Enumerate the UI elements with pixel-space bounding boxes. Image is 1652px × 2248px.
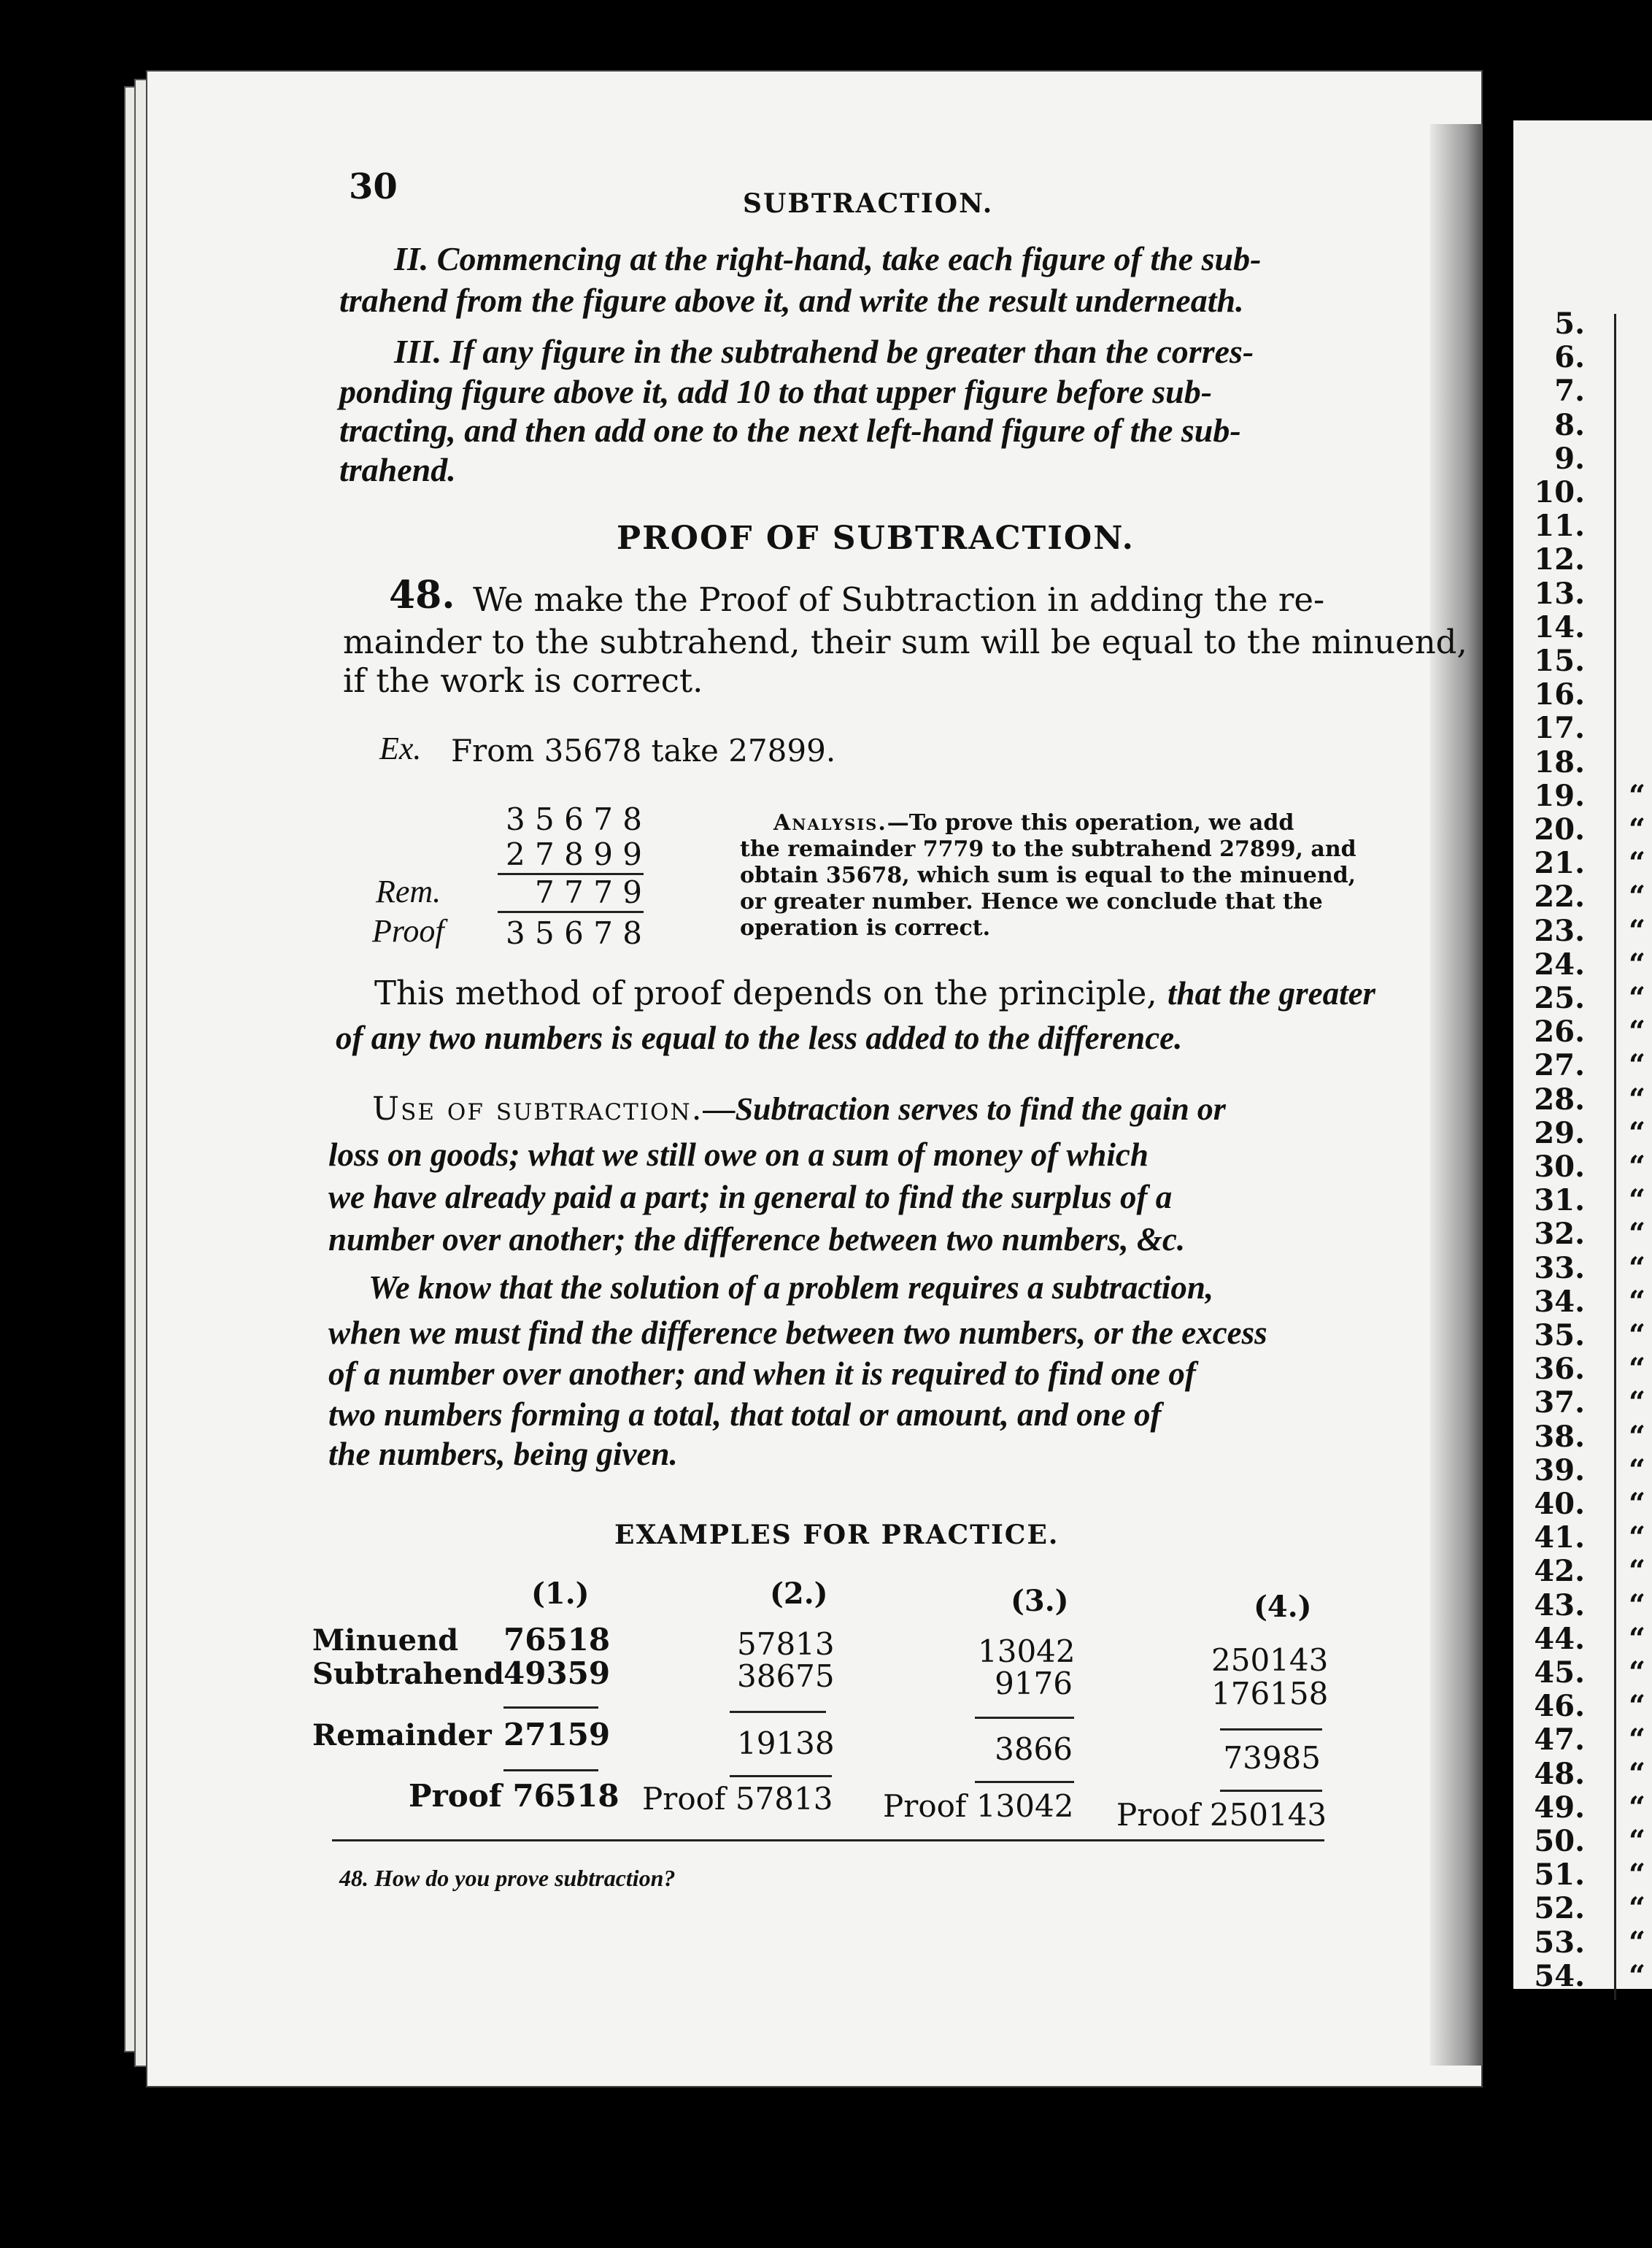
example-rule-2 (498, 911, 644, 913)
question-number: 27. (1534, 1048, 1585, 1083)
col3-proof-value: 13042 (976, 1788, 1074, 1824)
col4-subtrahend: 176158 (1211, 1676, 1329, 1712)
analysis-label: Analysis. (773, 810, 887, 836)
column-label-1: (1.) (531, 1577, 590, 1611)
ditto-mark: “ (1629, 913, 1646, 948)
use-line-3: we have already paid a part; in general to find the surplus of a (328, 1179, 1173, 1215)
example-label: Ex. (379, 731, 422, 766)
question-number: 15. (1534, 644, 1585, 678)
question-number: 33. (1534, 1250, 1585, 1285)
question-number: 49. (1534, 1790, 1585, 1825)
question-number: 31. (1534, 1183, 1585, 1218)
question-number: 26. (1534, 1015, 1585, 1050)
solution-line-3: of a number over another; and when it is required to find one of (328, 1355, 1196, 1392)
principle-line-1-b: that the greater (1167, 975, 1376, 1012)
col2-rule-2 (730, 1775, 832, 1777)
col4-rule-2 (1220, 1790, 1322, 1792)
col4-remainder: 73985 (1223, 1740, 1321, 1776)
page-number: 30 (349, 166, 398, 207)
question-number: 13. (1534, 576, 1585, 611)
ditto-mark: “ (1629, 1655, 1646, 1690)
question-number: 14. (1534, 609, 1585, 644)
question-number: 11. (1534, 509, 1585, 544)
col3-rule-2 (975, 1781, 1074, 1783)
question-number: 24. (1534, 947, 1585, 982)
question-number: 29. (1534, 1115, 1585, 1150)
facing-page-rule (1614, 314, 1616, 2000)
ditto-mark: “ (1629, 981, 1646, 1015)
question-number: 36. (1534, 1352, 1585, 1387)
col2-proof-label: Proof (642, 1781, 726, 1817)
question-number: 32. (1534, 1217, 1585, 1252)
footnote: 48. How do you prove subtraction? (339, 1865, 676, 1891)
ditto-mark: “ (1629, 1082, 1646, 1117)
col3-minuend: 13042 (978, 1633, 1076, 1669)
col1-proof-value: 76518 (512, 1778, 620, 1814)
analysis-line-3: obtain 35678, which sum is equal to the minuend, (740, 863, 1356, 888)
page-spine-shadow (1430, 124, 1483, 2066)
ditto-mark: “ (1629, 1925, 1646, 1960)
col4-proof-value: 250143 (1209, 1797, 1327, 1833)
col1-remainder: 27159 (503, 1717, 611, 1752)
col3-subtrahend: 9176 (995, 1666, 1073, 1701)
example-remainder: 7 7 7 9 (535, 874, 642, 910)
ditto-mark: “ (1629, 1554, 1646, 1589)
col1-rule-1 (503, 1706, 598, 1709)
ditto-mark: “ (1629, 1756, 1646, 1791)
rule-3-line-3: tracting, and then add one to the next left-hand figure of the sub- (339, 412, 1241, 449)
question-number: 37. (1534, 1385, 1585, 1420)
col2-proof (642, 1781, 832, 1817)
ditto-mark: “ (1629, 1487, 1646, 1521)
question-number: 25. (1534, 981, 1585, 1015)
ditto-mark: “ (1629, 879, 1646, 915)
principle-line-1 (374, 974, 1375, 1012)
question-number: 43. (1534, 1587, 1585, 1623)
ditto-mark: “ (1629, 1352, 1646, 1387)
proof-heading: PROOF OF SUBTRACTION. (617, 520, 1135, 557)
question-number: 10. (1534, 475, 1585, 509)
col4-rule-1 (1220, 1728, 1322, 1731)
ditto-mark: “ (1629, 1217, 1646, 1252)
question-number: 42. (1534, 1554, 1585, 1589)
ditto-mark: “ (1629, 1520, 1646, 1555)
ditto-mark: “ (1629, 1587, 1646, 1623)
article-line-3: if the work is correct. (343, 661, 703, 700)
question-number: 8. (1554, 407, 1585, 442)
example-subtrahend: 2 7 8 9 9 (505, 836, 642, 872)
question-number: 21. (1534, 846, 1585, 881)
col3-proof-label: Proof (883, 1788, 967, 1824)
col2-subtrahend: 38675 (737, 1658, 835, 1694)
article-line-1: We make the Proof of Subtraction in adding the re- (473, 580, 1325, 619)
ditto-mark: “ (1629, 1824, 1646, 1858)
solution-line-1: We know that the solution of a problem requires a subtraction, (368, 1269, 1214, 1306)
rule-2-line-2: trahend from the figure above it, and write the result underneath. (339, 282, 1244, 319)
analysis-line-1-text: —To prove this operation, we add (887, 810, 1294, 836)
question-number: 52. (1534, 1891, 1585, 1926)
rule-2-line-1: II. Commencing at the right-hand, take each figure of the sub- (394, 240, 1262, 277)
ditto-mark: “ (1629, 947, 1646, 982)
col3-remainder: 3866 (995, 1731, 1073, 1767)
col3-proof (883, 1788, 1073, 1824)
question-number: 5. (1554, 307, 1585, 341)
solution-line-4: two numbers forming a total, that total or amount, and one of (328, 1396, 1162, 1433)
question-number: 18. (1534, 744, 1585, 780)
question-number: 44. (1534, 1621, 1585, 1656)
col4-proof (1116, 1797, 1327, 1833)
ditto-mark: “ (1629, 1452, 1646, 1487)
column-label-3: (3.) (1011, 1584, 1069, 1618)
ditto-mark: “ (1629, 1250, 1646, 1285)
question-number: 38. (1534, 1419, 1585, 1454)
question-number: 54. (1534, 1958, 1585, 1993)
question-number: 47. (1534, 1722, 1585, 1758)
ditto-mark: “ (1629, 1385, 1646, 1420)
solution-line-5: the numbers, being given. (328, 1436, 678, 1472)
question-number: 35. (1534, 1318, 1585, 1352)
question-number: 45. (1534, 1655, 1585, 1690)
ditto-mark: “ (1629, 1419, 1646, 1454)
ditto-mark: “ (1629, 1318, 1646, 1352)
col1-minuend: 76518 (503, 1622, 611, 1658)
col1-rule-2 (503, 1769, 598, 1771)
use-line-2: loss on goods; what we still owe on a sum of money of which (328, 1136, 1149, 1173)
ditto-mark: “ (1629, 1048, 1646, 1083)
question-number: 46. (1534, 1689, 1585, 1724)
example-proof-label: Proof (372, 913, 444, 949)
question-number: 30. (1534, 1150, 1585, 1184)
ditto-mark: “ (1629, 1689, 1646, 1724)
ditto-mark: “ (1629, 846, 1646, 881)
question-number: 22. (1534, 879, 1585, 915)
ditto-mark: “ (1629, 1015, 1646, 1050)
col2-remainder: 19138 (737, 1725, 835, 1761)
article-number: 48. (389, 573, 455, 617)
article-line-2: mainder to the subtrahend, their sum will be equal to the minuend, (343, 623, 1467, 661)
question-number: 9. (1554, 441, 1585, 476)
row-label-remainder: Remainder (312, 1718, 492, 1752)
solution-line-2: when we must find the difference between two numbers, or the excess (328, 1314, 1267, 1351)
rule-3-line-4: trahend. (339, 451, 456, 488)
col1-proof-label: Proof (409, 1778, 502, 1814)
col2-minuend: 57813 (737, 1626, 835, 1662)
question-number: 23. (1534, 913, 1585, 948)
column-label-2: (2.) (770, 1577, 828, 1611)
rule-3-line-2: ponding figure above it, add 10 to that upper figure before sub- (339, 373, 1213, 410)
examples-heading: EXAMPLES FOR PRACTICE. (614, 1520, 1059, 1550)
use-line-4: number over another; the difference between two numbers, &c. (328, 1221, 1186, 1258)
question-number: 12. (1534, 542, 1585, 577)
ditto-mark: “ (1629, 1858, 1646, 1893)
ditto-mark: “ (1629, 812, 1646, 847)
question-number: 39. (1534, 1452, 1585, 1487)
ditto-mark: “ (1629, 1115, 1646, 1150)
question-number: 6. (1554, 340, 1585, 375)
question-number: 40. (1534, 1487, 1585, 1521)
question-number: 34. (1534, 1284, 1585, 1319)
analysis-line-1 (773, 810, 1294, 836)
rule-3-line-1: III. If any figure in the subtrahend be greater than the corres- (394, 333, 1254, 370)
question-number: 50. (1534, 1824, 1585, 1858)
ditto-mark: “ (1629, 1621, 1646, 1656)
row-label-minuend: Minuend (312, 1623, 459, 1658)
column-label-4: (4.) (1254, 1590, 1312, 1624)
footnote-rule (332, 1839, 1324, 1841)
ditto-mark: “ (1629, 1722, 1646, 1758)
question-number: 7. (1554, 374, 1585, 409)
ditto-mark: “ (1629, 1183, 1646, 1218)
running-title: SUBTRACTION. (743, 188, 994, 219)
principle-line-1-a: This method of proof depends on the principle, (374, 974, 1157, 1012)
col1-subtrahend: 49359 (503, 1655, 611, 1691)
col2-rule-1 (730, 1711, 826, 1713)
col2-proof-value: 57813 (735, 1781, 833, 1817)
analysis-line-5: operation is correct. (740, 915, 991, 941)
col4-proof-label: Proof (1116, 1797, 1200, 1833)
question-number: 51. (1534, 1858, 1585, 1893)
example-proof: 3 5 6 7 8 (505, 915, 642, 951)
question-number: 41. (1534, 1520, 1585, 1555)
question-number: 16. (1534, 677, 1585, 712)
col3-rule-1 (975, 1717, 1074, 1719)
ditto-mark: “ (1629, 1284, 1646, 1319)
ditto-mark: “ (1629, 1150, 1646, 1184)
question-number: 53. (1534, 1925, 1585, 1960)
use-line-1 (372, 1090, 1226, 1128)
analysis-line-2: the remainder 7779 to the subtrahend 27899, and (740, 836, 1356, 862)
example-text: From 35678 take 27899. (451, 733, 836, 769)
row-label-subtrahend: Subtrahend (312, 1657, 504, 1691)
analysis-line-4: or greater number. Hence we conclude that the (740, 889, 1323, 915)
ditto-mark: “ (1629, 1958, 1646, 1993)
question-number: 20. (1534, 812, 1585, 847)
question-number: 48. (1534, 1756, 1585, 1791)
example-rem-label: Rem. (376, 874, 441, 909)
use-label: Use of subtraction. (372, 1090, 703, 1128)
ditto-mark: “ (1629, 1891, 1646, 1926)
col1-proof (409, 1778, 620, 1814)
example-minuend: 3 5 6 7 8 (505, 801, 642, 837)
use-line-1-text: —Subtraction serves to find the gain or (703, 1091, 1226, 1127)
question-number: 19. (1534, 778, 1585, 813)
ditto-mark: “ (1629, 778, 1646, 813)
ditto-mark: “ (1629, 1790, 1646, 1825)
question-number: 28. (1534, 1082, 1585, 1117)
question-number: 17. (1534, 711, 1585, 746)
principle-line-2: of any two numbers is equal to the less added to the difference. (336, 1020, 1183, 1056)
col4-minuend: 250143 (1211, 1642, 1329, 1678)
